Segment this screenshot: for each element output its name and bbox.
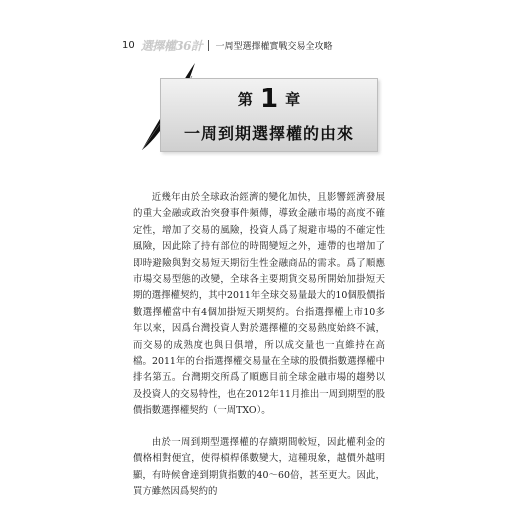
running-header bbox=[122, 37, 332, 53]
chapter-number-line bbox=[161, 84, 377, 114]
series-logo: 選擇權36計 bbox=[140, 38, 203, 53]
chapter-heading-box bbox=[160, 78, 378, 152]
header-divider bbox=[208, 40, 209, 51]
chapter-title: 一周到期選擇權的由來 bbox=[183, 124, 354, 143]
paragraph-2: 由於一周到期型選擇權的存續期間較短，因此權利金的價格相對便宜，使得槓桿係數變大，這種現象，越價外越明顯，有時候會達到期貨指數的40～60倍，甚至更大。因此，買方雖然因爲契約的 bbox=[133, 436, 385, 497]
chapter-suffix: 章 bbox=[285, 90, 301, 109]
page-number: 10 bbox=[122, 39, 135, 51]
body-text bbox=[133, 190, 385, 515]
book-title: 一周型選擇權實戰交易全攻略 bbox=[215, 41, 333, 52]
chapter-number: 1 bbox=[259, 84, 279, 114]
chapter-prefix: 第 bbox=[237, 90, 253, 109]
paragraph-1: 近幾年由於全球政治經濟的變化加快，且影響經濟發展的重大金融或政治突發事件頻傳，導致金融市場的高度不確定性，增加了交易的風險，投資人爲了規避市場的不確定性風險，因此除了持有部位的時間變短之外，連帶的也增加了即時避險與對交易短天期衍生性金融商品的需求。爲了順應市場交易型態的改變，全球各主要期貨交易所開始加掛短天期的選擇權契約，其中2011年全球交易量最大的10個股價指數選擇權當中有4個加掛短天期契約。台指選擇權上市10多年以來，因爲台灣投資人對於選擇權的交易熱度始終不減，而交易的成熟度也與日俱增，所以成交量也一直維持在高檔。2011年的台指選擇權交易量在全球的股價指數選擇權中排名第五。台灣期交所爲了順應目前全球金融市場的趨勢以及投資人的交易特性，也在2012年11月推出一周到期型的股價指數選擇權契約（一周TXO）。 bbox=[133, 192, 385, 417]
